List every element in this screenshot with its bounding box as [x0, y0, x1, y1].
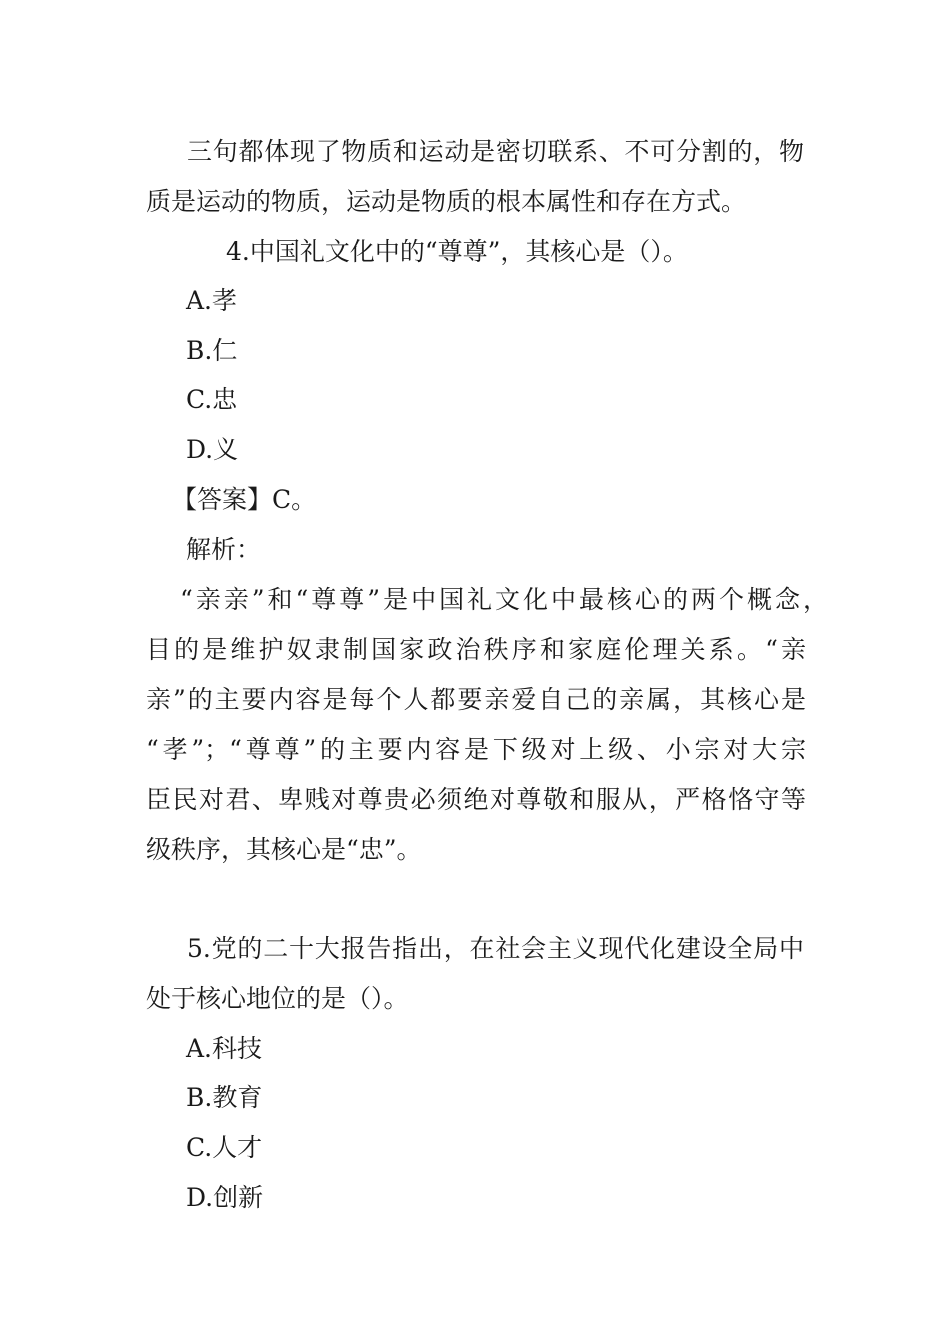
- q4-analysis-label: 解析：: [186, 535, 262, 564]
- q5-option-b: B.教育: [186, 1083, 263, 1112]
- q4-analysis-line-2: 目的是维护奴隶制国家政治秩序和家庭伦理关系。“亲: [146, 635, 806, 664]
- q5-option-c: C.人才: [186, 1133, 263, 1162]
- q5-option-a: A.科技: [186, 1034, 263, 1063]
- q5-option-d: D.创新: [186, 1183, 264, 1212]
- q4-stem: 4.中国礼文化中的“尊尊”，其核心是（）。: [226, 237, 688, 266]
- q4-option-d: D.义: [186, 435, 239, 464]
- q3-explanation-line-2: 质是运动的物质，运动是物质的根本属性和存在方式。: [146, 187, 747, 216]
- q5-stem-line-1: 5.党的二十大报告指出，在社会主义现代化建设全局中: [187, 934, 804, 963]
- q4-analysis-line-4: “孝”；“尊尊”的主要内容是下级对上级、小宗对大宗: [146, 735, 806, 764]
- q5-stem-line-2: 处于核心地位的是（）。: [146, 984, 409, 1013]
- q3-explanation-line-1: 三句都体现了物质和运动是密切联系、不可分割的，物: [187, 137, 804, 166]
- q4-option-a: A.孝: [186, 286, 238, 315]
- q4-option-c: C.忠: [186, 385, 238, 414]
- q4-answer: 【答案】C。: [172, 485, 317, 514]
- q4-analysis-line-3: 亲”的主要内容是每个人都要亲爱自己的亲属，其核心是: [146, 685, 806, 714]
- q4-analysis-line-5: 臣民对君、卑贱对尊贵必须绝对尊敬和服从，严格恪守等: [146, 785, 806, 814]
- q4-option-b: B.仁: [186, 336, 238, 365]
- q4-analysis-line-1: “亲亲”和“尊尊”是中国礼文化中最核心的两个概念，: [180, 585, 828, 614]
- q4-analysis-line-6: 级秩序，其核心是“忠”。: [146, 835, 422, 864]
